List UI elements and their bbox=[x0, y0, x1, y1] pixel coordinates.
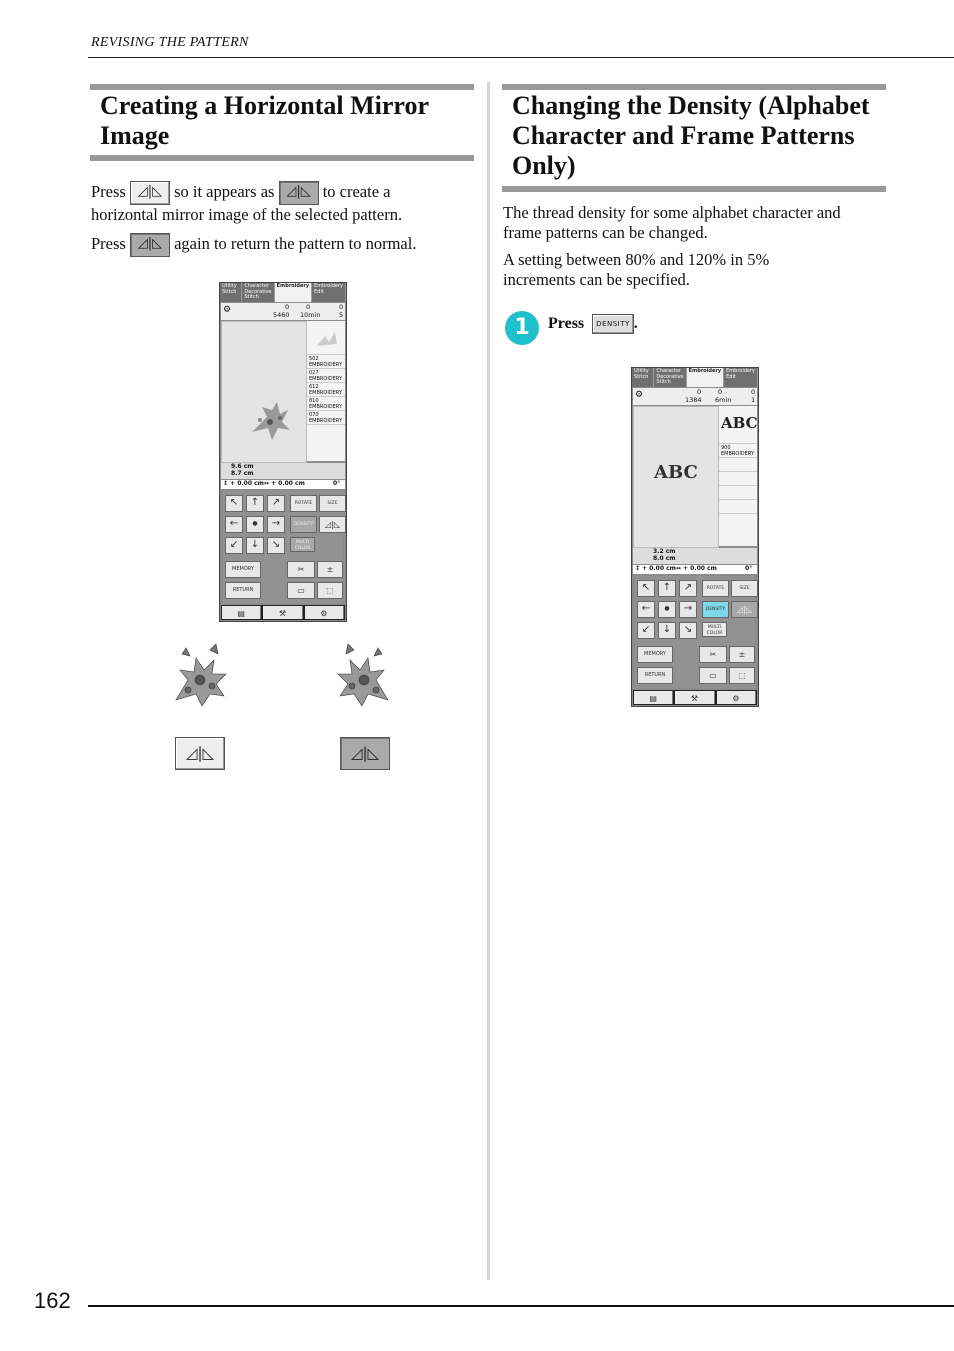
mirror-icon: ◿|◺ bbox=[350, 744, 380, 762]
color-code: 900 bbox=[721, 445, 731, 451]
mirror-icon: ◿|◺ bbox=[185, 744, 215, 762]
arrow-down-icon[interactable]: ↓ bbox=[246, 537, 264, 554]
page-icon[interactable]: ▤ bbox=[222, 606, 261, 619]
settings-icon[interactable]: ⚙ bbox=[717, 691, 756, 704]
arrow-up-right-icon[interactable]: ↗ bbox=[267, 495, 285, 512]
arrow-up-icon[interactable]: ↑ bbox=[658, 580, 676, 597]
memory-button[interactable]: MEMORY bbox=[637, 646, 673, 663]
mirror-instruction-1 bbox=[91, 181, 471, 205]
color-code: 502 bbox=[309, 356, 319, 362]
color-list bbox=[306, 321, 345, 461]
flower-thumbnail bbox=[309, 322, 343, 352]
color-count: 5 bbox=[339, 311, 344, 319]
multicolor-button[interactable]: MULTI COLOR bbox=[702, 622, 727, 637]
color-code: 027 bbox=[309, 370, 319, 376]
page-number: 162 bbox=[34, 1288, 71, 1313]
stitch-count: 5460 bbox=[273, 311, 290, 319]
pattern-thumbnail bbox=[719, 406, 757, 444]
mirror-icon: ◿|◺ bbox=[137, 184, 163, 199]
color-row[interactable] bbox=[719, 444, 757, 458]
size-height: 8.0 cm bbox=[653, 555, 676, 562]
title-line: Changing the Density (Alphabet bbox=[512, 91, 870, 120]
rotate-button[interactable]: ROTATE bbox=[290, 495, 317, 512]
tab-utility[interactable]: Utility Stitch bbox=[632, 368, 654, 387]
press-label: Press bbox=[91, 233, 126, 253]
section-bar-bottom bbox=[502, 186, 886, 192]
size-height: 8.7 cm bbox=[231, 470, 254, 477]
trial-icon[interactable]: ⬚ bbox=[317, 582, 343, 599]
density-button[interactable]: DENSITY bbox=[702, 601, 729, 618]
arrow-down-icon[interactable]: ↓ bbox=[658, 622, 676, 639]
density-intro: The thread density for some alphabet character and frame patterns can be changed. bbox=[503, 203, 841, 242]
rotate-button[interactable]: ROTATE bbox=[702, 580, 729, 597]
color-row[interactable] bbox=[719, 472, 757, 486]
arrow-down-left-icon[interactable]: ↙ bbox=[225, 537, 243, 554]
tension-icon[interactable]: ± bbox=[317, 561, 343, 578]
presser-foot-icon: ⚙ bbox=[223, 305, 232, 315]
arrow-right-icon[interactable]: → bbox=[267, 516, 285, 533]
scissors-icon[interactable]: ✂ bbox=[699, 646, 727, 663]
tab-embroidery-edit[interactable]: Embroidery Edit bbox=[724, 368, 758, 387]
hoop-icon[interactable]: ▭ bbox=[699, 667, 727, 684]
arrow-left-icon[interactable]: ← bbox=[225, 516, 243, 533]
size-bar bbox=[221, 463, 345, 479]
position-readout: ↕ + 0.00 cm↔ + 0.00 cm bbox=[635, 565, 717, 572]
top-zero: 0 bbox=[306, 303, 311, 311]
tab-embroidery[interactable]: Embroidery bbox=[687, 368, 725, 387]
density-button[interactable]: DENSITY bbox=[290, 516, 317, 533]
press-label: Press bbox=[91, 181, 126, 201]
arrow-left-icon[interactable]: ← bbox=[637, 601, 655, 618]
color-row[interactable] bbox=[719, 458, 757, 472]
mirror-instruction-2 bbox=[91, 233, 471, 257]
step-press-label: Press bbox=[548, 315, 585, 332]
arrow-up-icon[interactable]: ↑ bbox=[246, 495, 264, 512]
title-line: Only) bbox=[512, 151, 576, 180]
section-title-mirror: Creating a Horizontal Mirror Image bbox=[100, 91, 429, 150]
pattern-canvas bbox=[221, 321, 307, 463]
return-button[interactable]: RETURN bbox=[637, 667, 673, 684]
color-row[interactable] bbox=[719, 486, 757, 500]
lcd-status bbox=[633, 388, 757, 405]
settings-icon[interactable]: ⚙ bbox=[305, 606, 344, 619]
arrow-up-left-icon[interactable]: ↖ bbox=[225, 495, 243, 512]
color-row[interactable] bbox=[719, 500, 757, 514]
column-divider bbox=[487, 82, 490, 1280]
flower-pattern bbox=[222, 322, 306, 462]
mirror-button-off[interactable] bbox=[175, 737, 225, 770]
size-width: 9.6 cm bbox=[231, 463, 254, 470]
lcd-screen-density bbox=[631, 367, 759, 707]
color-list bbox=[718, 406, 757, 546]
size-width: 3.2 cm bbox=[653, 548, 676, 555]
flower-mirrored bbox=[330, 640, 398, 712]
size-bar bbox=[633, 548, 757, 564]
step-1-text bbox=[548, 312, 638, 336]
pattern-canvas bbox=[633, 406, 719, 548]
trial-icon[interactable]: ⬚ bbox=[729, 667, 755, 684]
mirror-icon: ◿|◺ bbox=[137, 236, 163, 251]
memory-button[interactable]: MEMORY bbox=[225, 561, 261, 578]
running-head: REVISING THE PATTERN bbox=[91, 35, 249, 50]
size-button[interactable]: SIZE bbox=[731, 580, 758, 597]
arrow-down-left-icon[interactable]: ↙ bbox=[637, 622, 655, 639]
arrow-down-right-icon[interactable]: ↘ bbox=[267, 537, 285, 554]
presser-foot-icon: ⚙ bbox=[635, 390, 644, 400]
top-zero: 0 bbox=[718, 388, 723, 396]
tab-character[interactable]: Character Decorative Stitch bbox=[242, 283, 274, 302]
color-name: EMBROIDERY bbox=[721, 451, 755, 457]
mirror-button-off[interactable] bbox=[130, 181, 170, 205]
mirror-icon: ◿|◺ bbox=[286, 184, 311, 199]
footer-rule bbox=[88, 1305, 954, 1307]
tab-character[interactable]: Character Decorative Stitch bbox=[654, 368, 686, 387]
density-range: A setting between 80% and 120% in 5% increments can be specified. bbox=[503, 250, 770, 289]
center-dot-icon[interactable]: ● bbox=[246, 516, 264, 533]
section-bar-top bbox=[90, 84, 474, 90]
arrow-right-icon[interactable]: → bbox=[679, 601, 697, 618]
hoop-icon[interactable]: ▭ bbox=[287, 582, 315, 599]
color-row[interactable] bbox=[307, 383, 345, 397]
lcd-status bbox=[221, 303, 345, 320]
lcd-tabs bbox=[632, 368, 758, 387]
stitch-count: 1384 bbox=[685, 396, 702, 404]
step-end: . bbox=[633, 315, 638, 332]
color-row[interactable] bbox=[307, 355, 345, 369]
header-rule bbox=[88, 57, 954, 58]
sewing-machine-icon[interactable]: ⚒ bbox=[675, 691, 714, 704]
color-code: 612 bbox=[309, 384, 319, 390]
top-zero: 0 bbox=[697, 388, 702, 396]
section-bar-bottom bbox=[90, 155, 474, 161]
lcd-tabs bbox=[220, 283, 346, 302]
color-row[interactable] bbox=[307, 411, 345, 425]
edit-controls bbox=[635, 576, 755, 688]
top-zero: 0 bbox=[339, 303, 344, 311]
arrow-down-right-icon[interactable]: ↘ bbox=[679, 622, 697, 639]
tension-icon[interactable]: ± bbox=[729, 646, 755, 663]
minutes: 10min bbox=[300, 311, 321, 319]
tab-utility[interactable]: Utility Stitch bbox=[220, 283, 242, 302]
title-line: Character and Frame Patterns bbox=[512, 121, 855, 150]
color-count: 1 bbox=[751, 396, 756, 404]
sewing-machine-icon[interactable]: ⚒ bbox=[263, 606, 302, 619]
press-end: to create a bbox=[322, 181, 391, 201]
pattern-thumbnail bbox=[307, 321, 345, 355]
position-bar bbox=[633, 565, 757, 574]
position-readout: ↕ + 0.00 cm↔ + 0.00 cm bbox=[223, 480, 305, 487]
color-name: EMBROIDERY bbox=[309, 362, 343, 368]
angle-readout: 0° bbox=[333, 480, 341, 487]
mirror-icon[interactable]: ◿|◺ bbox=[319, 516, 346, 533]
return-button[interactable]: RETURN bbox=[225, 582, 261, 599]
top-zero: 0 bbox=[751, 388, 756, 396]
page-icon[interactable]: ▤ bbox=[634, 691, 673, 704]
color-code: 070 bbox=[309, 412, 319, 418]
tab-embroidery[interactable]: Embroidery bbox=[275, 283, 313, 302]
color-code: 810 bbox=[309, 398, 319, 404]
center-dot-icon[interactable]: ● bbox=[658, 601, 676, 618]
mirror-button-on[interactable] bbox=[279, 181, 319, 205]
color-name: EMBROIDERY bbox=[309, 390, 343, 396]
minutes: 6min bbox=[715, 396, 732, 404]
lcd-screen-mirror bbox=[219, 282, 347, 622]
color-name: EMBROIDERY bbox=[309, 404, 343, 410]
press-mid: so it appears as bbox=[174, 181, 275, 201]
density-button[interactable]: DENSITY bbox=[592, 314, 634, 334]
press-end: again to return the pattern to normal. bbox=[174, 233, 417, 253]
mirror-icon[interactable]: ◿|◺ bbox=[731, 601, 758, 618]
color-name: EMBROIDERY bbox=[309, 418, 343, 424]
color-row[interactable] bbox=[307, 369, 345, 383]
lcd-bottom-bar bbox=[633, 690, 757, 705]
step-number-badge: 1 bbox=[505, 311, 539, 345]
arrow-up-right-icon[interactable]: ↗ bbox=[679, 580, 697, 597]
mirror-button-on[interactable] bbox=[130, 233, 170, 257]
color-row[interactable] bbox=[307, 397, 345, 411]
angle-readout: 0° bbox=[745, 565, 753, 572]
position-bar bbox=[221, 480, 345, 489]
scissors-icon[interactable]: ✂ bbox=[287, 561, 315, 578]
lcd-bottom-bar bbox=[221, 605, 345, 620]
edit-controls bbox=[223, 491, 343, 603]
mirror-button-on[interactable] bbox=[340, 737, 390, 770]
arrow-up-left-icon[interactable]: ↖ bbox=[637, 580, 655, 597]
section-title-density bbox=[512, 91, 884, 181]
size-button[interactable]: SIZE bbox=[319, 495, 346, 512]
flower-original bbox=[166, 640, 234, 712]
top-zero: 0 bbox=[285, 303, 290, 311]
multicolor-button[interactable]: MULTI COLOR bbox=[290, 537, 315, 552]
abc-pattern: ABC bbox=[654, 462, 698, 483]
abc-thumbnail: ABC bbox=[721, 414, 758, 432]
color-name: EMBROIDERY bbox=[309, 376, 343, 382]
mirror-instruction-1b: horizontal mirror image of the selected pattern. bbox=[91, 205, 403, 224]
section-bar-top bbox=[502, 84, 886, 90]
tab-embroidery-edit[interactable]: Embroidery Edit bbox=[312, 283, 346, 302]
